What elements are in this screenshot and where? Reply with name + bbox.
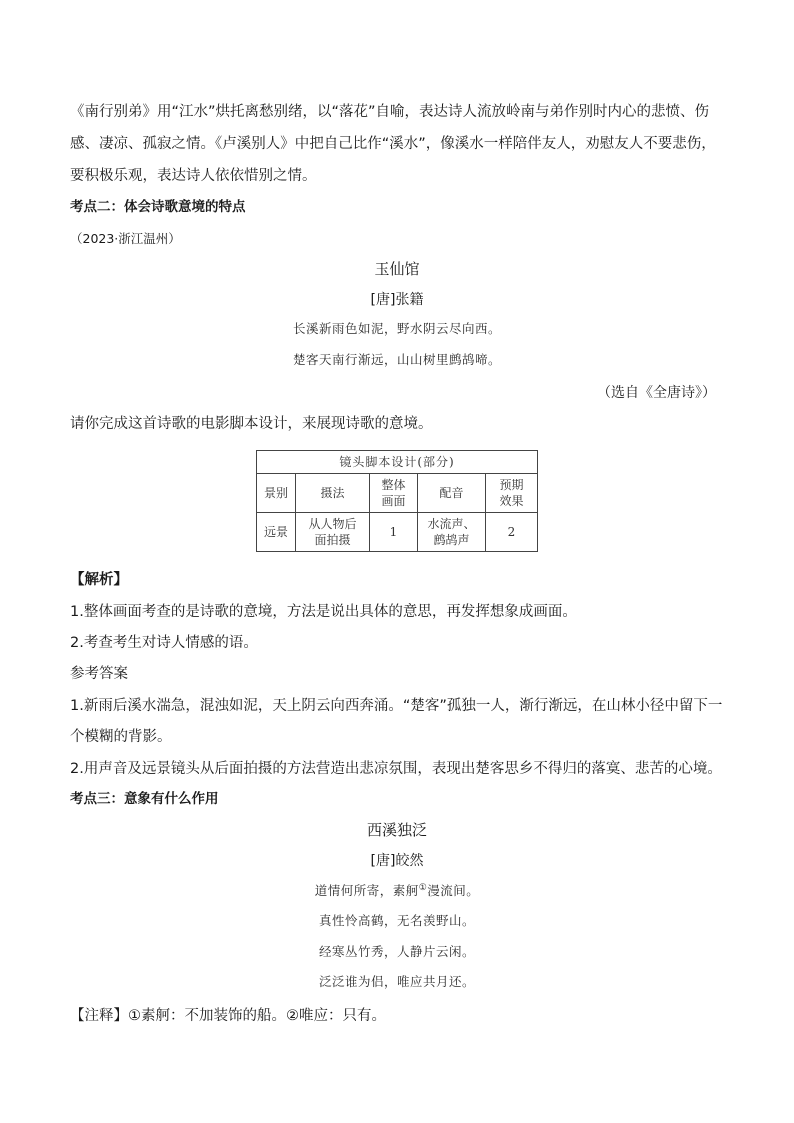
table-cell: 远景 [257,513,296,552]
table-cell: 从人物后 面拍摄 [296,513,370,552]
poem1-source: （选自《全唐诗》） [597,385,716,401]
poem1-line-2: 楚客天南行渐远，山山树里鹧鸪啼。 [292,352,501,367]
poem1-line-1: 长溪新雨色如泥，野水阴云尽向西。 [292,321,501,336]
intro-line-1: 《南行别弟》用“江水”烘托离愁别绪，以“落花”自喻，表达诗人流放岭南与弟作别时内心的悲愤、伤 [70,104,710,120]
table-header-cell: 预期 效果 [486,474,538,513]
section2-task: 请你完成这首诗歌的电影脚本设计，来展现诗歌的意境。 [70,416,433,432]
poem2-author: [唐]皎然 [370,853,424,869]
poem1-title: 玉仙馆 [374,260,420,278]
table-caption: 镜头脚本设计(部分) [257,451,538,474]
section3-heading: 考点三：意象有什么作用 [70,791,219,807]
poem1-author: [唐]张籍 [370,292,424,308]
table-cell: 水流声、 鹧鸪声 [418,513,486,552]
answer-label: 参考答案 [70,666,128,682]
table-header-cell: 景别 [257,474,296,513]
poem2-title: 西溪独泛 [366,821,427,839]
table-header-cell: 配音 [418,474,486,513]
table-row [257,513,538,552]
poem2-line-3: 经寒丛竹秀，人静片云闲。 [318,944,475,959]
intro-line-3: 要积极乐观，表达诗人依依惜别之情。 [70,168,317,184]
table-header-cell: 摄法 [296,474,370,513]
section2-heading: 考点二：体会诗歌意境的特点 [70,199,246,215]
answer-line-3: 2.用声音及远景镜头从后面拍摄的方法营造出悲凉氛围，表现出楚客思乡不得归的落寞、悲苦的心境。 [70,761,722,777]
poem2-line-2: 真性怜高鹤，无名羡野山。 [318,913,475,928]
analysis-label: 【解析】 [70,572,128,588]
answer-line-1: 1.新雨后溪水湍急，混浊如泥，天上阴云向西奔涌。“楚客”孤独一人，渐行渐远，在山林小径中留下一 [70,698,723,714]
table-header-row [257,474,538,513]
intro-line-2: 感、凄凉、孤寂之情。《卢溪别人》中把自己比作“溪水”，像溪水一样陪伴友人，劝慰友人不要悲伤， [70,136,716,152]
table-cell: 2 [486,513,538,552]
footnote: 【注释】①素舸：不加装饰的船。②唯应：只有。 [70,1008,386,1024]
footnote-marker: ① [418,882,428,893]
shot-script-table [256,450,538,552]
analysis-line-2: 2.考查考生对诗人情感的语。 [70,635,258,651]
table-cell: 1 [370,513,418,552]
answer-line-2: 个模糊的背影。 [70,729,172,745]
poem2-line-4: 泛泛谁为侣，唯应共月还。 [318,974,475,989]
table-header-cell: 整体 画面 [370,474,418,513]
section2-source: （2023·浙江温州） [70,231,181,246]
analysis-line-1: 1.整体画面考查的是诗歌的意境，方法是说出具体的意思，再发挥想象成画面。 [70,604,577,620]
poem2-line-1: 道情何所寄，素舸①漫流间。 [314,882,480,898]
